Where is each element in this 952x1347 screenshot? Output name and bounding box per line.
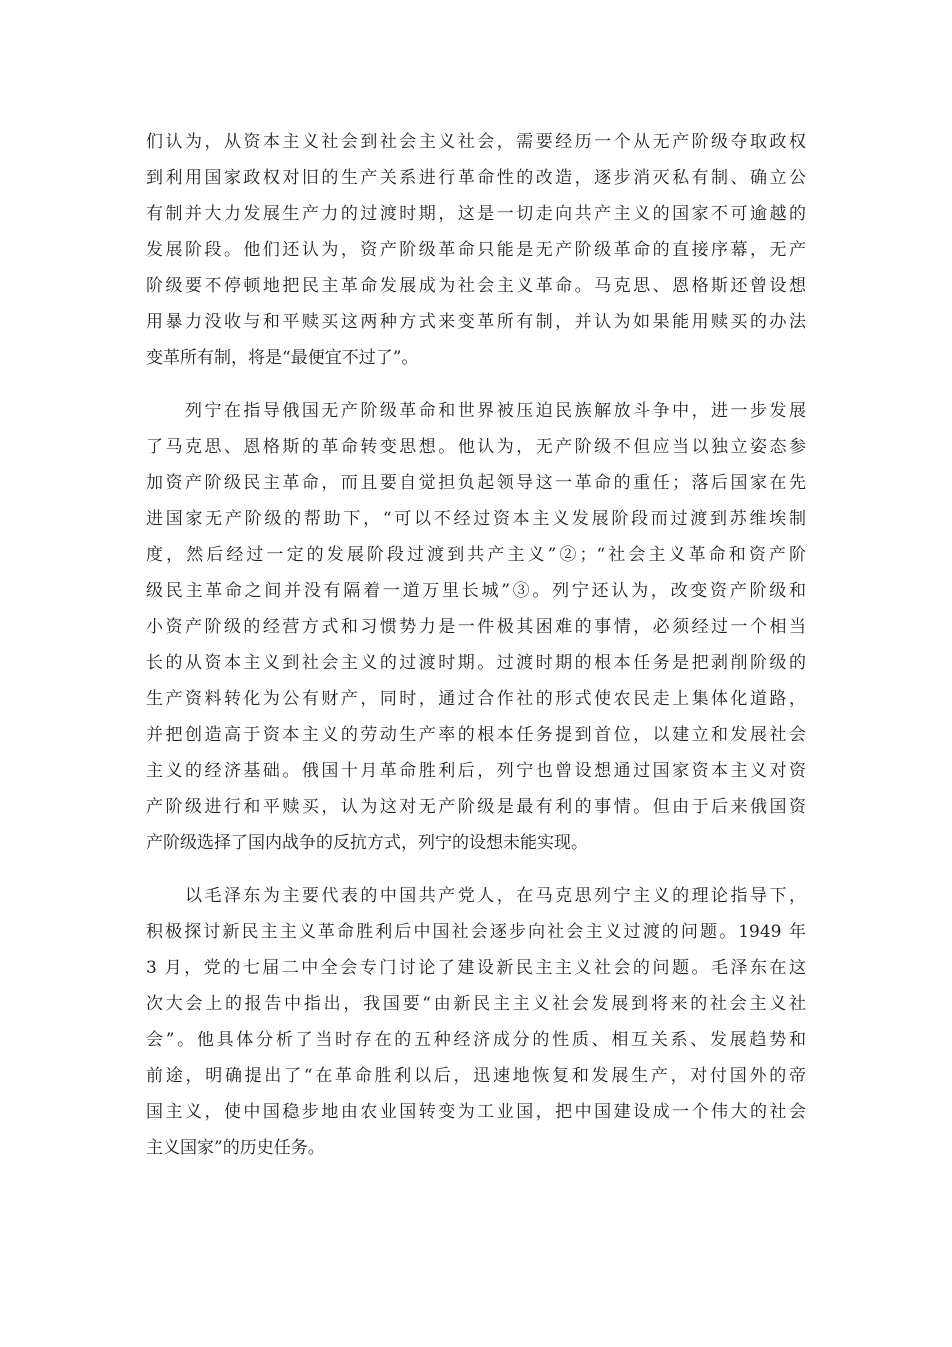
text-line: 到利用国家政权对旧的生产关系进行革命性的改造，逐步消灭私有制、确立公 — [146, 168, 806, 188]
text-line: 有制并大力发展生产力的过渡时期，这是一切走向共产主义的国家不可逾越的 — [146, 204, 806, 224]
text-line: 会”。他具体分析了当时存在的五种经济成分的性质、相互关系、发展趋势和 — [146, 1030, 806, 1050]
text-line: 级民主革命之间并没有隔着一道万里长城”③。列宁还认为，改变资产阶级和 — [146, 581, 806, 601]
text-line: 度，然后经过一定的发展阶段过渡到共产主义”②；“社会主义革命和资产阶 — [146, 545, 806, 565]
text-line: 小资产阶级的经营方式和习惯势力是一件极其困难的事情，必须经过一个相当 — [146, 617, 806, 637]
text-line: 加资产阶级民主革命，而且要自觉担负起领导这一革命的重任；落后国家在先 — [146, 473, 806, 493]
text-line: 阶级要不停顿地把民主革命发展成为社会主义革命。马克思、恩格斯还曾设想 — [146, 276, 806, 296]
text-line: 次大会上的报告中指出，我国要“由新民主主义社会发展到将来的社会主义社 — [146, 994, 806, 1014]
text-line: 3 月，党的七届二中全会专门讨论了建设新民主主义社会的问题。毛泽东在这 — [146, 958, 806, 978]
document-body — [146, 124, 806, 1183]
paragraph-2 — [146, 393, 806, 861]
text-line: 积极探讨新民主主义革命胜利后中国社会逐步向社会主义过渡的问题。1949 年 — [146, 922, 806, 942]
text-line: 前途，明确提出了“在革命胜利以后，迅速地恢复和发展生产，对付国外的帝 — [146, 1066, 806, 1086]
text-line: 主义国家”的历史任务。 — [146, 1138, 325, 1158]
text-line: 长的从资本主义到社会主义的过渡时期。过渡时期的根本任务是把剥削阶级的 — [146, 653, 806, 673]
text-line: 列宁在指导俄国无产阶级革命和世界被压迫民族解放斗争中，进一步发展 — [146, 401, 806, 421]
text-line: 生产资料转化为公有财产，同时，通过合作社的形式使农民走上集体化道路， — [146, 689, 806, 709]
text-line: 并把创造高于资本主义的劳动生产率的根本任务提到首位，以建立和发展社会 — [146, 725, 806, 745]
paragraph-1 — [146, 124, 806, 376]
text-line: 用暴力没收与和平赎买这两种方式来变革所有制，并认为如果能用赎买的办法 — [146, 312, 806, 332]
text-line: 发展阶段。他们还认为，资产阶级革命只能是无产阶级革命的直接序幕，无产 — [146, 240, 806, 260]
text-line: 们认为，从资本主义社会到社会主义社会，需要经历一个从无产阶级夺取政权 — [146, 132, 806, 152]
text-line: 进国家无产阶级的帮助下，“可以不经过资本主义发展阶段而过渡到苏维埃制 — [146, 509, 806, 529]
text-line: 产阶级选择了国内战争的反抗方式，列宁的设想未能实现。 — [146, 833, 588, 853]
text-line: 变革所有制，将是“最便宜不过了”。 — [146, 348, 419, 368]
text-line: 国主义，使中国稳步地由农业国转变为工业国，把中国建设成一个伟大的社会 — [146, 1102, 806, 1122]
text-line: 了马克思、恩格斯的革命转变思想。他认为，无产阶级不但应当以独立姿态参 — [146, 437, 806, 457]
text-line: 产阶级进行和平赎买，认为这对无产阶级是最有利的事情。但由于后来俄国资 — [146, 797, 806, 817]
text-line: 主义的经济基础。俄国十月革命胜利后，列宁也曾设想通过国家资本主义对资 — [146, 761, 806, 781]
text-line: 以毛泽东为主要代表的中国共产党人，在马克思列宁主义的理论指导下， — [146, 886, 806, 906]
paragraph-3 — [146, 878, 806, 1166]
